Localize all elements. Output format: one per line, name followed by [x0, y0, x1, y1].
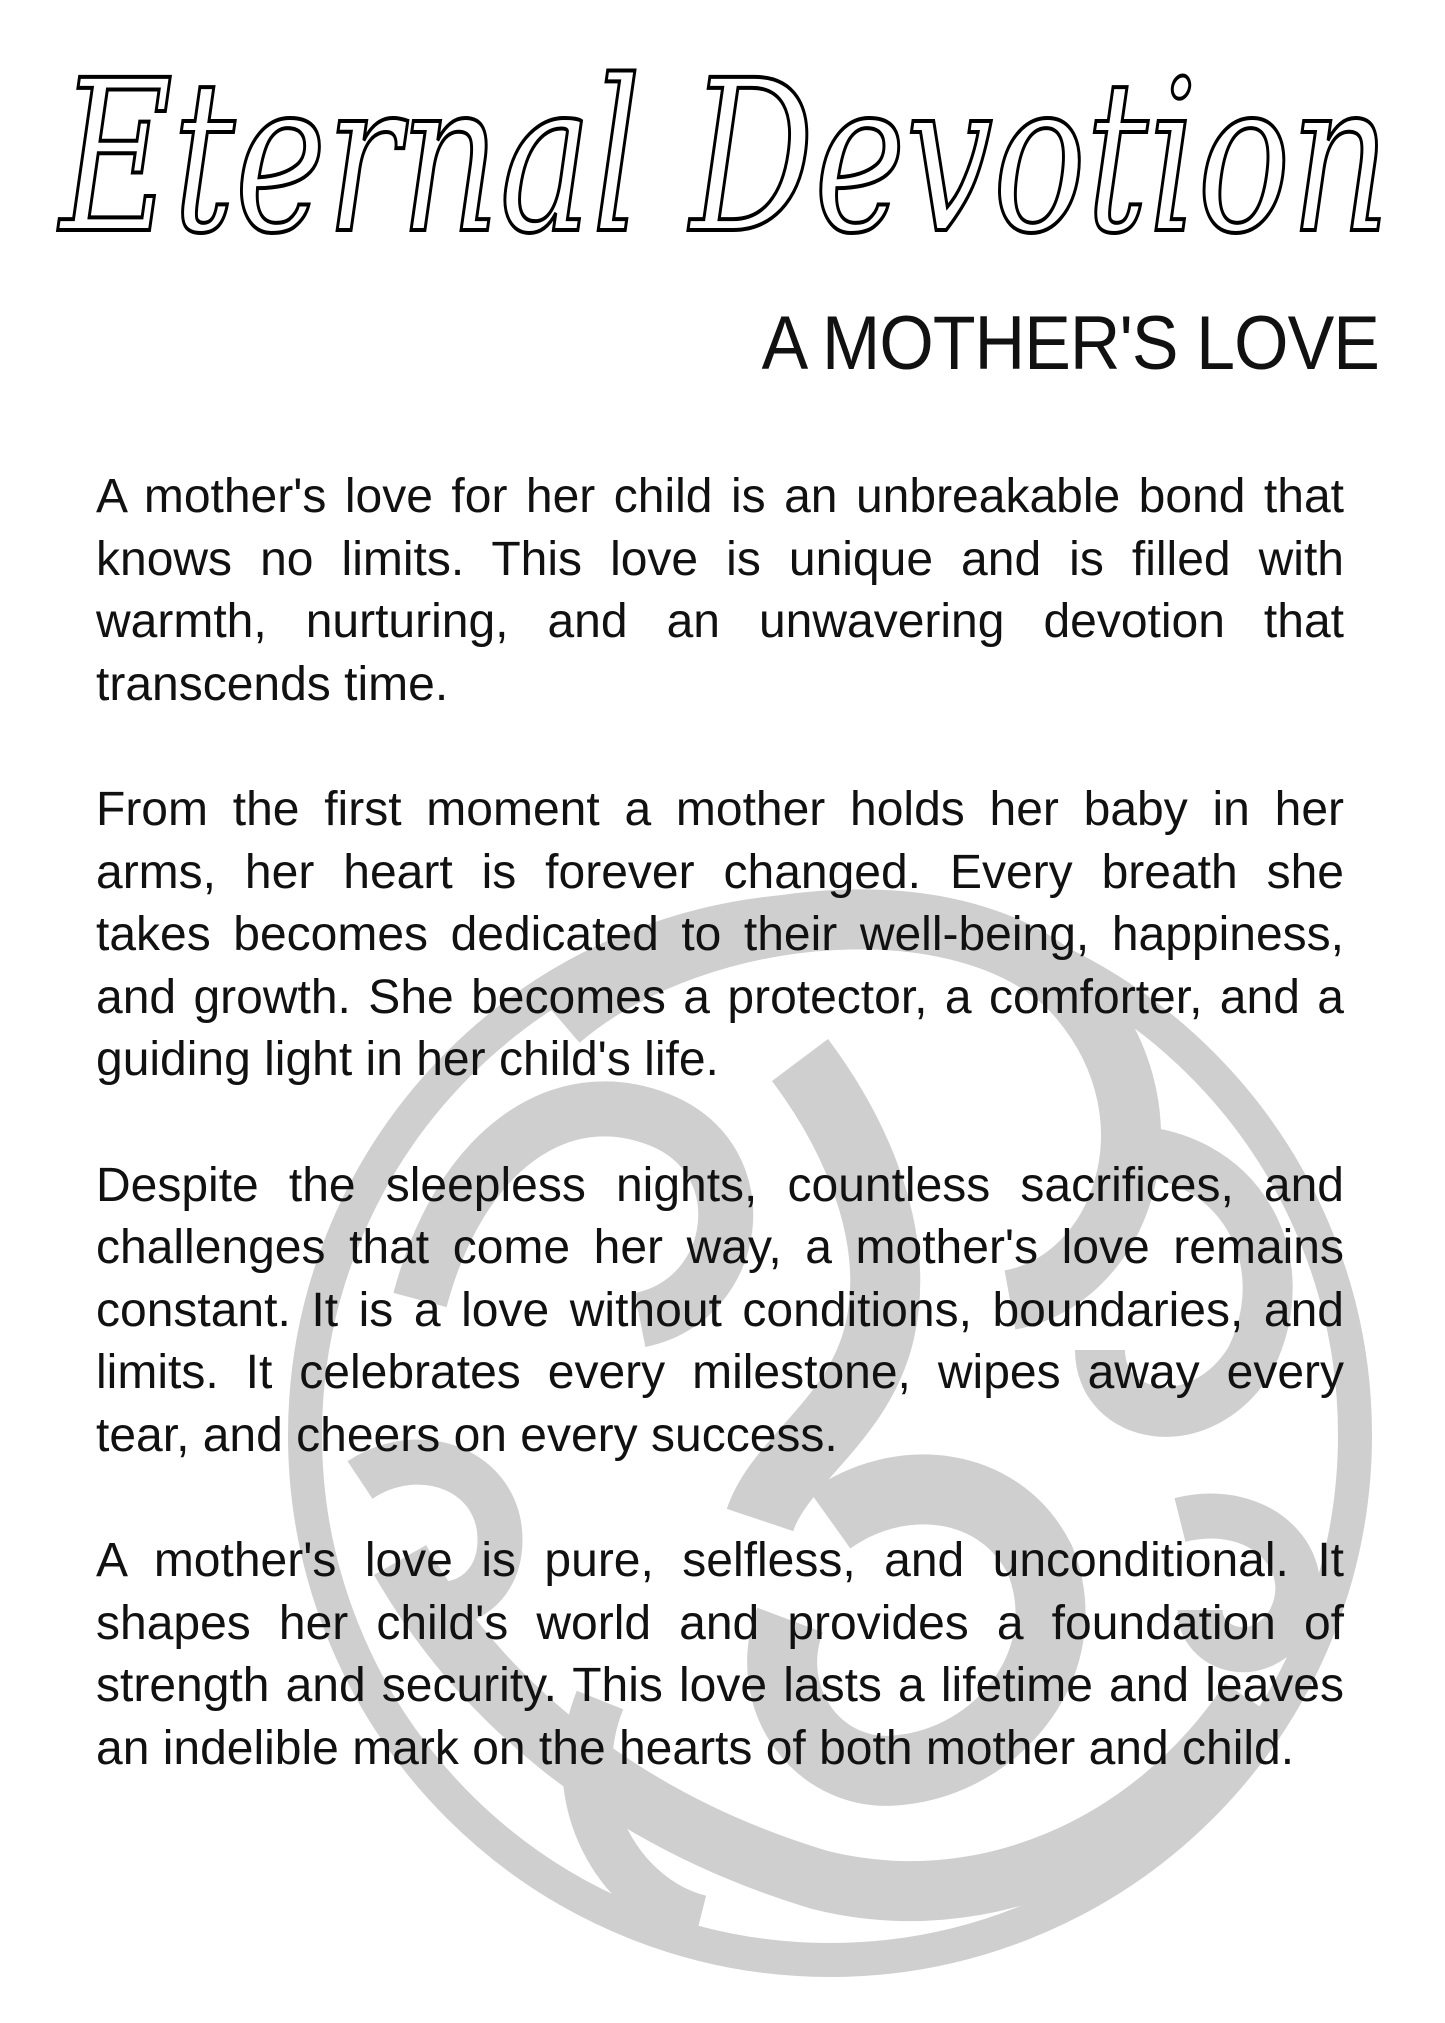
title-text: Eternal Devotion [57, 35, 1390, 280]
paragraph-3: Despite the sleepless nights, countless sacrifices, and challenges that come her way, a mother's love remains constant. It is a love without conditions, boundaries, and limits. It celebrates every milestone, wipes away every tear, and cheers on every success. [96, 1158, 1344, 1462]
subtitle: A MOTHER'S LOVE [761, 301, 1379, 386]
paragraph-4: A mother's love is pure, selfless, and unconditional. It shapes her child's world and provides a foundation of strength and security. This love lasts a lifetime and leaves an indelible mark on the hearts of both mother and child. [96, 1534, 1344, 1775]
paragraph-2: From the first moment a mother holds her baby in her arms, her heart is forever changed. Every breath she takes becomes dedicated to their well-being, happiness, and growth. She becomes a protector, a comforter, and a guiding light in her child's life. [96, 782, 1344, 1087]
script-title [0, 0, 1445, 310]
body-text [96, 466, 1344, 1843]
paragraph-1: A mother's love for her child is an unbreakable bond that knows no limits. This love is unique and is filled with warmth, nurturing, and an unwavering devotion that transcends time. [96, 470, 1344, 711]
